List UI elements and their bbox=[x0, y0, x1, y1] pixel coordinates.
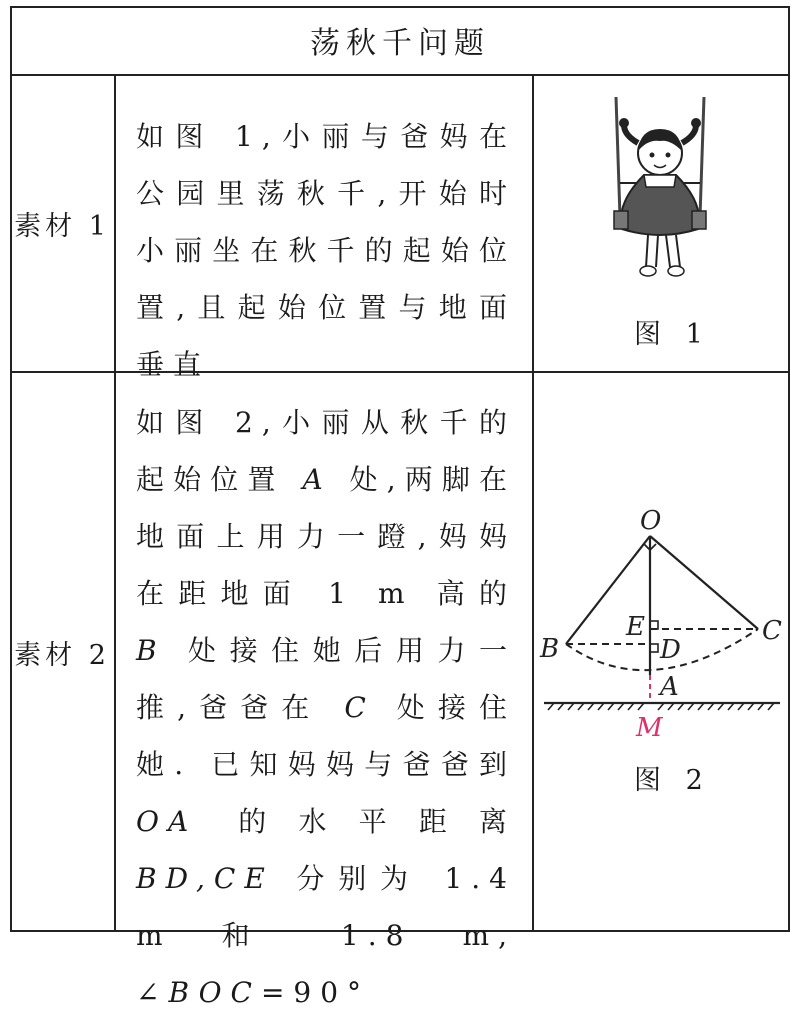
row-2-label: 素材 2 bbox=[14, 640, 110, 671]
angle-boc-label: BOC bbox=[168, 976, 261, 1009]
right-angle-d-mark bbox=[650, 644, 658, 652]
point-m: M bbox=[636, 713, 663, 743]
row-2-text bbox=[136, 394, 516, 1021]
row-2-text-part: 处接住她. 已知妈妈与爸爸到 bbox=[136, 691, 516, 781]
segment-oa-label: OA bbox=[136, 805, 198, 838]
girl-on-swing-illustration bbox=[600, 95, 720, 285]
row-2-text-part: 的水平距离 bbox=[197, 805, 516, 838]
right-angle-e-mark bbox=[650, 621, 658, 629]
point-c: C bbox=[762, 616, 782, 646]
label-column-divider bbox=[114, 74, 116, 932]
point-b-label: B bbox=[136, 634, 166, 667]
swing-geometry-diagram bbox=[534, 373, 790, 773]
row-2-text-part: 分别为 1.4 m 和 1.8 m, ∠ bbox=[136, 862, 516, 1009]
segment-oc bbox=[650, 536, 758, 629]
row-2-text-part: 如图 2,小丽从秋千的起始位置 bbox=[136, 406, 516, 496]
point-b: B bbox=[540, 634, 560, 664]
point-o: O bbox=[640, 506, 662, 536]
figure-1-caption: 图 1 bbox=[634, 319, 711, 350]
row-2-text-part: 处接住她后用力一推,爸爸在 bbox=[136, 634, 516, 724]
point-e: E bbox=[626, 612, 645, 642]
title-divider bbox=[10, 74, 790, 76]
row-2-text-part: =90° bbox=[260, 976, 371, 1009]
row-1-label: 素材 1 bbox=[14, 211, 110, 242]
table-title: 荡秋千问题 bbox=[310, 26, 490, 61]
row-1-text: 如图 1,小丽与爸妈在公园里荡秋千,开始时小丽坐在秋千的起始位置,且起始位置与地面垂直 bbox=[136, 120, 516, 381]
point-c-label: C bbox=[344, 691, 375, 724]
segments-bd-ce-label: BD,CE bbox=[136, 862, 274, 895]
point-a: A bbox=[660, 672, 679, 702]
row-2-text-part: 处,两脚在地面上用力一蹬,妈妈在距地面 1 m 高的 bbox=[136, 463, 516, 610]
point-a-label: A bbox=[302, 463, 332, 496]
point-d: D bbox=[660, 635, 681, 665]
figure-2-caption: 图 2 bbox=[634, 765, 711, 796]
